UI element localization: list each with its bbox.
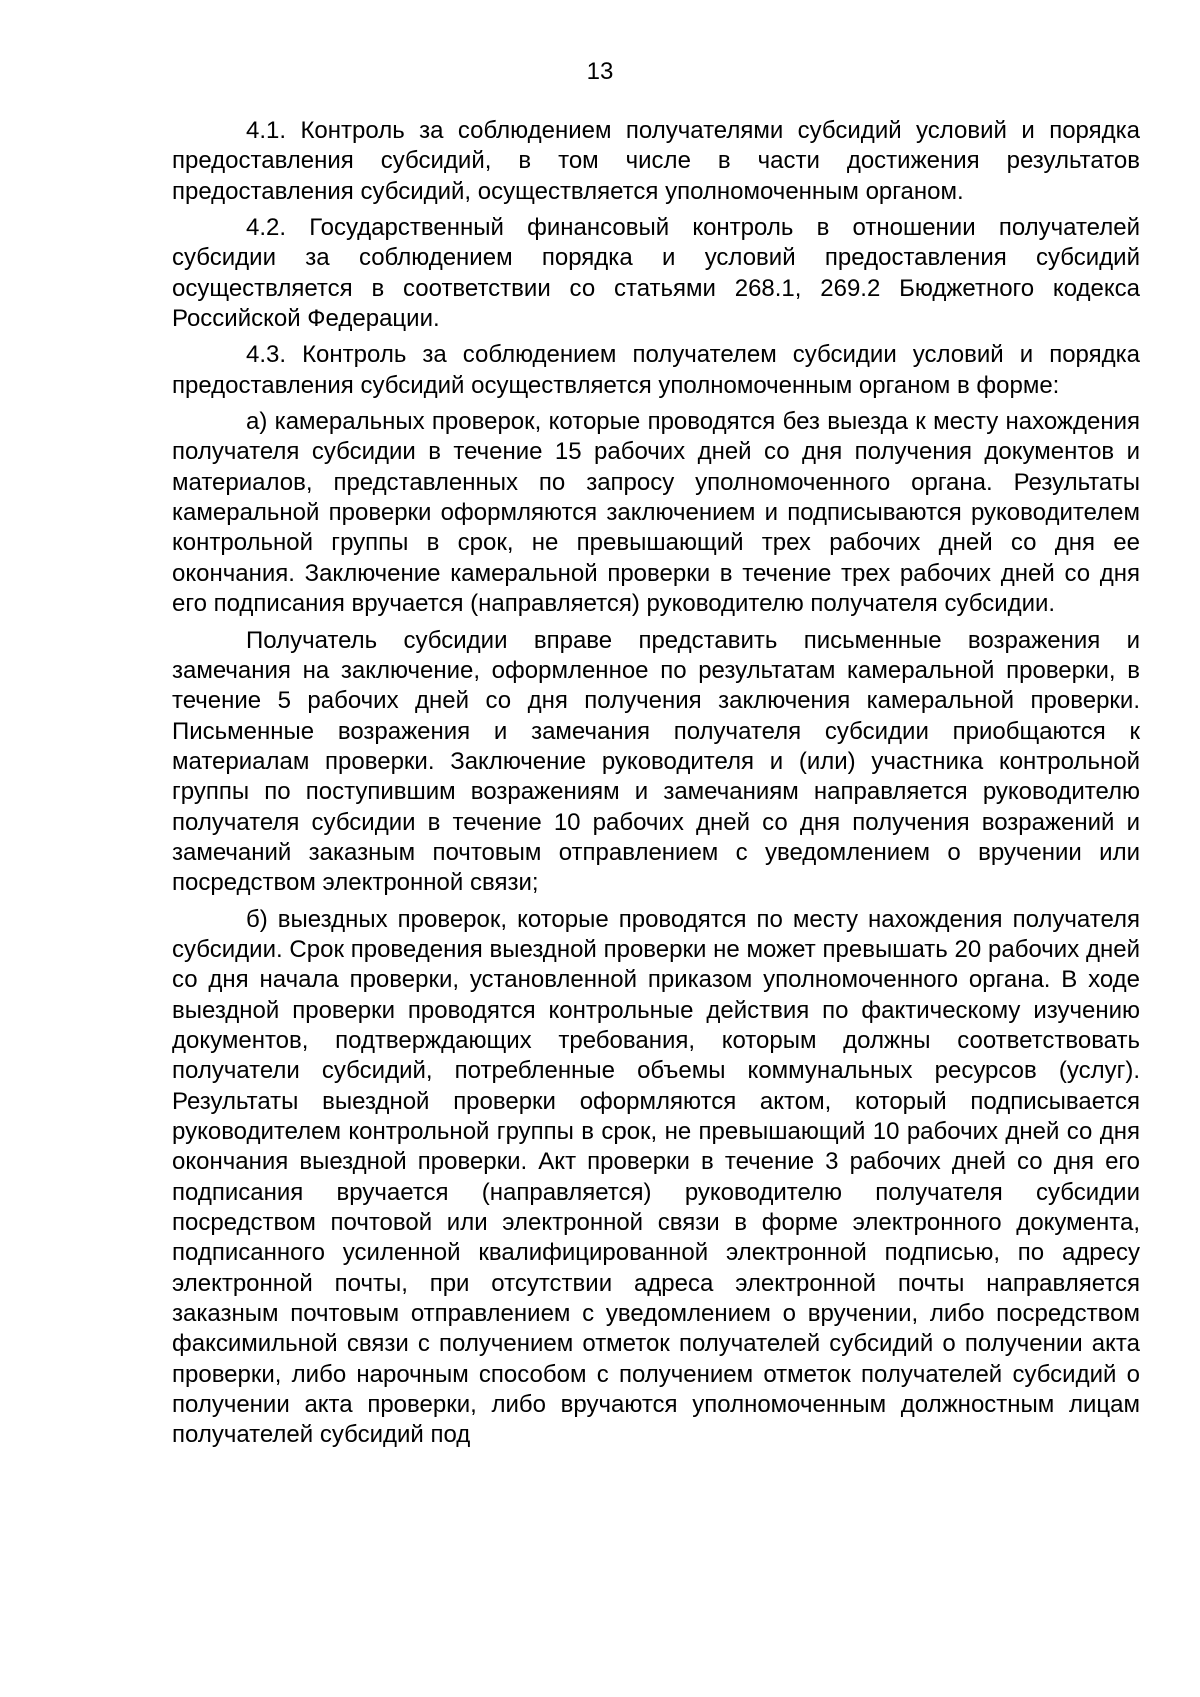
paragraph-4-2: 4.2. Государственный финансовый контроль в отношении получателей субсидии за соблюдением порядка и условий предоставления субсидий осуществляется в соответствии со статьями 268.1, 269.2 Бюджетного кодекса Российской Федерации.	[172, 214, 1140, 333]
paragraph-objections: Получатель субсидии вправе представить письменные возражения и замечания на заключение, оформленное по результатам камеральной проверки, в течение 5 рабочих дней со дня получения заключения камеральной проверки. Письменные возражения и замечания получателя субсидии приобщаются к материалам проверки. Заключение руководителя и (или) участника контрольной группы по поступившим возражениям и замечаниям направляется руководителю получателя субсидии в течение 10 рабочих дней со дня получения возражений и замечаний заказным почтовым отправлением с уведомлением о вручении или посредством электронной связи;	[172, 626, 1140, 897]
paragraph-4-3: 4.3. Контроль за соблюдением получателем субсидии условий и порядка предоставления субсидий осуществляется уполномоченным органом в форме:	[172, 341, 1140, 399]
page-number: 13	[586, 58, 614, 85]
document-body	[172, 116, 1140, 1457]
paragraph-4-1: 4.1. Контроль за соблюдением получателями субсидий условий и порядка предоставления субсидий, в том числе в части достижения результатов предоставления субсидий, осуществляется уполномоченным органом.	[172, 117, 1140, 205]
paragraph-b-field-audits: б) выездных проверок, которые проводятся по месту нахождения получателя субсидии. Срок проведения выездной проверки не может превышать 20 рабочих дней со дня начала проверки, установленной приказом уполномоченного органа. В ходе выездной проверки проводятся контрольные действия по фактическому изучению документов, подтверждающих требования, которым должны соответствовать получатели субсидий, потребленные объемы коммунальных ресурсов (услуг). Результаты выездной проверки оформляются актом, который подписывается руководителем контрольной группы в срок, не превышающий 10 рабочих дней со дня окончания выездной проверки. Акт проверки в течение 3 рабочих дней со дня его подписания вручается (направляется) руководителю получателя субсидии посредством почтовой или электронной связи в форме электронного документа, подписанного усиленной квалифицированной электронной подписью, по адресу электронной почты, при отсутствии адреса электронной почты направляется заказным почтовым отправлением с уведомлением о вручении, либо посредством факсимильной связи с получением отметок получателей субсидий о получении акта проверки, либо нарочным способом с получением отметок получателей субсидий о получении акта проверки, либо вручаются уполномоченным должностным лицам получателей субсидий под	[172, 905, 1140, 1449]
paragraph-a-desk-audits: а) камеральных проверок, которые проводятся без выезда к месту нахождения получателя субсидии в течение 15 рабочих дней со дня получения документов и материалов, представленных по запросу уполномоченного органа. Результаты камеральной проверки оформляются заключением и подписываются руководителем контрольной группы в срок, не превышающий трех рабочих дней со дня ее окончания. Заключение камеральной проверки в течение трех рабочих дней со дня его подписания вручается (направляется) руководителю получателя субсидии.	[172, 408, 1140, 618]
